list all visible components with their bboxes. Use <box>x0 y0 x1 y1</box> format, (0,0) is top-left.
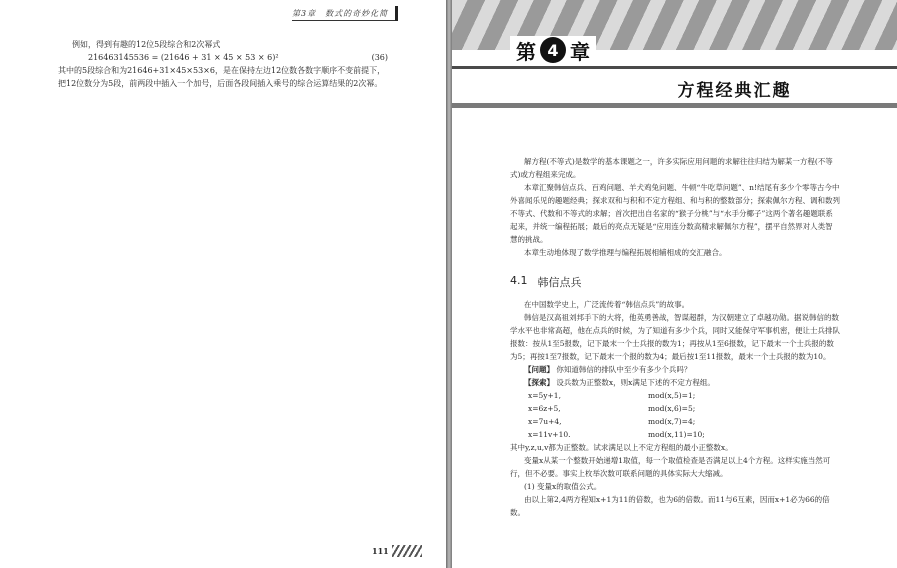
section-number: 4.1 <box>510 274 528 287</box>
body-paragraph: 由以上第2,4两方程知x+1为11的倍数，也为6的倍数。而11与6互素，因而x+1必为66的倍数。 <box>510 495 830 517</box>
chapter-intro <box>510 155 840 259</box>
title-rule-top <box>452 66 897 69</box>
chapter-suffix: 章 <box>570 39 590 64</box>
equation-right: mod(x,7)=4; <box>648 417 696 426</box>
body-paragraph: (1) 变量x的取值公式。 <box>524 482 602 491</box>
left-body <box>58 38 388 90</box>
right-page <box>452 0 897 568</box>
running-head-bar <box>395 6 398 21</box>
chapter-title: 方程经典汇趣 <box>677 81 792 101</box>
section-body <box>510 298 840 519</box>
section-heading <box>510 274 582 290</box>
equation-left: x=7u+4, <box>528 417 562 426</box>
body-paragraph: 在中国数学史上，广泛流传着“韩信点兵”的故事。 <box>524 300 690 309</box>
title-rule-bottom <box>452 103 897 108</box>
equation-line <box>58 51 388 64</box>
equation-right: mod(x,11)=10; <box>648 430 705 439</box>
question-label: 【问题】 <box>524 365 554 374</box>
explore-text: 设兵数为正整数x，则x满足下述的不定方程组。 <box>556 378 715 387</box>
question-text: 你知道韩信的排队中至少有多少个兵吗？ <box>556 365 692 374</box>
page-number: 111 <box>372 546 389 556</box>
chapter-number-badge: 4 <box>540 37 566 63</box>
equation-right: mod(x,6)=5; <box>648 404 696 413</box>
equation-number: (36) <box>371 53 388 62</box>
left-paragraph: 其中的5段综合和为21646+31×45×53×6，是在保持左边12位数各数字顺序不变前提下，把12位数分为5段，前两段中插入一个加号，后面各段间插入乘号的综合运算结果的2次幂。 <box>58 66 386 88</box>
running-head <box>292 6 398 21</box>
body-paragraph: 其中y,z,u,v都为正整数。试求满足以上不定方程组的最小正整数x。 <box>510 443 733 452</box>
footer-stripes <box>392 545 422 557</box>
intro-paragraph: 本章生动地体现了数学推理与编程拓展相辅相成的交汇融合。 <box>524 248 727 257</box>
chapter-prefix: 第 <box>516 39 536 64</box>
intro-paragraph: 本章汇聚韩信点兵、百鸡问题、羊犬鸡兔问题、牛顿“牛吃草问题”、n!结尾有多少个零等古今中外喜闻乐见的趣题经典；探求双和与积和不定方程组、和与积的整数部分；探索佩尔方程、调和数列不等式、代数和不等式的求解；首次把出自名家的“猴子分桃”与“水手分椰子”这两个著名趣题联系起来，并统一编程拓展；最后的亮点无疑是“应用连分数高精求解佩尔方程”，摆平自然界对人类智慧的挑战。 <box>510 183 840 244</box>
explore-label: 【探索】 <box>524 378 554 387</box>
running-head-text: 第3章 数式的奇妙化简 <box>292 8 389 18</box>
question-line <box>510 363 840 376</box>
chapter-label <box>510 36 596 64</box>
left-page <box>0 0 446 568</box>
section-title: 韩信点兵 <box>537 276 582 289</box>
equation-left: x=6z+5, <box>528 404 561 413</box>
example-intro: 例如，得到有趣的12位5段综合和2次幂式 <box>72 40 221 49</box>
page-footer <box>372 545 422 557</box>
equation-left: x=11v+10. <box>528 430 571 439</box>
body-paragraph: 变量x从某一个整数开始递增1取值，每一个取值检查是否满足以上4个方程。这样实施当然可行，但不必要。事实上枚举次数可联系问题的具体实际大大缩减。 <box>510 456 831 478</box>
explore-line <box>510 376 840 389</box>
equation-system <box>510 389 840 441</box>
equation: 216463145536 = (21646 + 31 × 45 × 53 × 6)² <box>88 53 279 62</box>
equation-left: x=5y+1, <box>528 391 561 400</box>
intro-paragraph: 解方程(不等式)是数学的基本课题之一，许多实际应用问题的求解往往归结为解某一方程(不等式)或方程组来完成。 <box>510 157 833 179</box>
body-paragraph: 韩信是汉高祖刘邦手下的大将，他英勇善战，智谋超群，为汉朝建立了卓越功勋。据说韩信的数学水平也非常高超，他在点兵的时候，为了知道有多少个兵，同时又能保守军事机密，便让士兵排队报数：按从1至5报数，记下最末一个士兵报的数为1；再按从1至6报数，记下最末一个士兵报的数为5；再按1至7报数，记下最末一个报的数为4；最后按1至11报数，最末一个士兵报的数为10。 <box>510 313 840 361</box>
equation-right: mod(x,5)=1; <box>648 391 696 400</box>
